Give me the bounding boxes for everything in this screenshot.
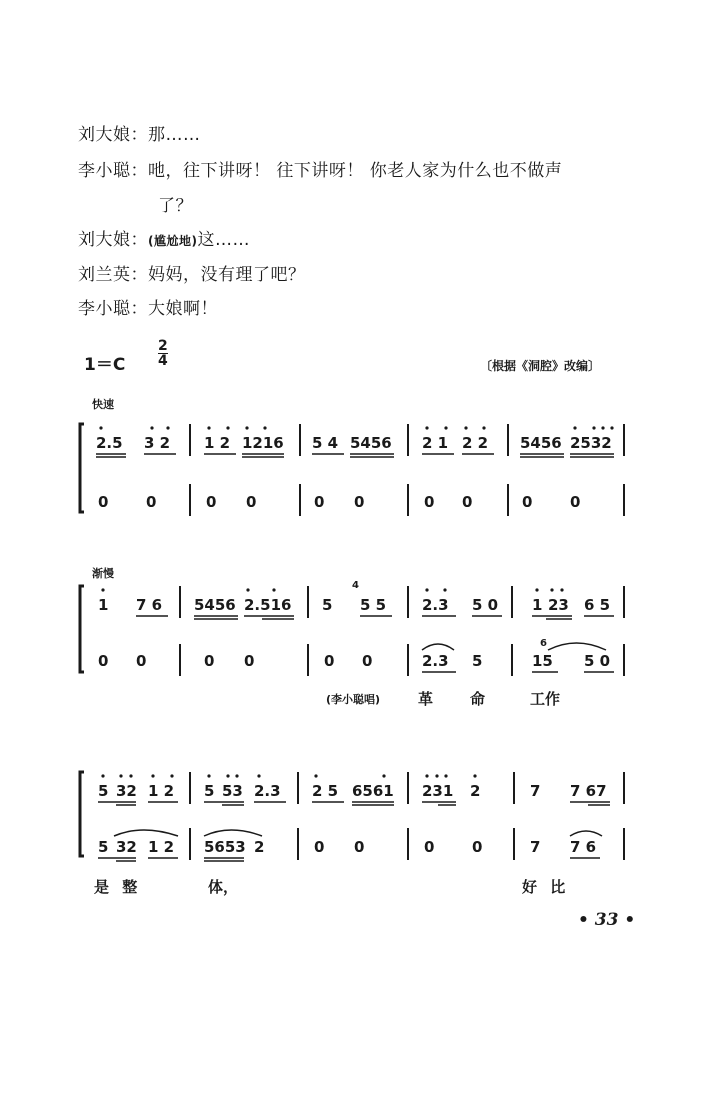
key-signature: 1＝C bbox=[84, 355, 126, 375]
note: 2 bbox=[470, 782, 481, 800]
lyric: 体， bbox=[208, 878, 239, 896]
dialogue-text: 了？ bbox=[158, 196, 193, 216]
note: 6561 bbox=[352, 782, 394, 800]
lyric: 是 整 bbox=[94, 878, 138, 896]
note: 5 bbox=[322, 596, 333, 614]
note: 2.5 bbox=[96, 434, 123, 452]
note: 0 bbox=[570, 493, 581, 511]
note: 0 bbox=[206, 493, 217, 511]
note: 0 bbox=[136, 652, 147, 670]
note: 2.3 bbox=[422, 596, 449, 614]
note: 23 bbox=[548, 596, 569, 614]
note: 5456 bbox=[350, 434, 392, 452]
note: 7 bbox=[530, 782, 541, 800]
note: 7 6 bbox=[136, 596, 163, 614]
note: 0 bbox=[314, 838, 325, 856]
note: 5456 bbox=[194, 596, 236, 614]
dialogue-text: 吔，往下讲呀！ 往下讲呀！ 你老人家为什么也不做声 bbox=[148, 161, 563, 181]
speaker-name: 刘大娘： bbox=[78, 125, 148, 145]
note: 32 bbox=[116, 838, 137, 856]
lyric: 好 比 bbox=[522, 878, 566, 896]
note: 0 bbox=[146, 493, 157, 511]
note: 2 bbox=[254, 838, 265, 856]
dialogue-text: 妈妈，没有理了吧？ bbox=[148, 265, 306, 285]
note: 6 5 bbox=[584, 596, 611, 614]
note: 5 4 bbox=[312, 434, 339, 452]
note: 231 bbox=[422, 782, 454, 800]
note: 0 bbox=[522, 493, 533, 511]
note: 0 bbox=[354, 838, 365, 856]
dialogue-text: 这…… bbox=[197, 230, 250, 250]
lyric: 工作 bbox=[530, 690, 561, 708]
note: 2.516 bbox=[244, 596, 292, 614]
note: 1 bbox=[532, 596, 543, 614]
note: 1 2 bbox=[204, 434, 231, 452]
note: 0 bbox=[424, 493, 435, 511]
note: 15 bbox=[532, 652, 553, 670]
note: 0 bbox=[324, 652, 335, 670]
note: 0 bbox=[362, 652, 373, 670]
note: 5456 bbox=[520, 434, 562, 452]
source-note: 〔根据《洞腔》改编〕 bbox=[480, 359, 601, 373]
note: 5 bbox=[98, 838, 109, 856]
speaker-name: 刘大娘： bbox=[78, 230, 148, 250]
speaker-name: 李小聪： bbox=[78, 299, 148, 319]
note: 0 bbox=[424, 838, 435, 856]
note: 0 bbox=[354, 493, 365, 511]
note: 2 5 bbox=[312, 782, 339, 800]
note: 5 bbox=[204, 782, 215, 800]
note: 0 bbox=[462, 493, 473, 511]
note: 2.3 bbox=[422, 652, 449, 670]
note: 2 2 bbox=[462, 434, 489, 452]
note: 1216 bbox=[242, 434, 284, 452]
note: 5653 bbox=[204, 838, 246, 856]
time-numerator: 2 bbox=[158, 338, 168, 354]
stage-direction: (尴尬地) bbox=[148, 234, 198, 248]
note: 1 bbox=[98, 596, 109, 614]
note: 2.3 bbox=[254, 782, 281, 800]
note: 0 bbox=[472, 838, 483, 856]
note: 0 bbox=[244, 652, 255, 670]
dialogue-text: 大娘啊！ bbox=[148, 299, 218, 319]
note: 32 bbox=[116, 782, 137, 800]
note: 7 67 bbox=[570, 782, 607, 800]
note: 0 bbox=[314, 493, 325, 511]
note: 2 1 bbox=[422, 434, 449, 452]
time-denominator: 4 bbox=[158, 353, 168, 369]
lyric-singer-note: (李小聪唱) bbox=[326, 693, 381, 706]
note: 1 2 bbox=[148, 838, 175, 856]
lyric: 命 bbox=[470, 690, 486, 708]
note: 5 0 bbox=[472, 596, 499, 614]
dialogue-text: 那…… bbox=[148, 125, 201, 145]
note: 1 2 bbox=[148, 782, 175, 800]
page-number: • 33 • bbox=[578, 910, 636, 930]
note: 5 0 bbox=[584, 652, 611, 670]
note: 7 bbox=[530, 838, 541, 856]
note: 0 bbox=[98, 493, 109, 511]
note: 5 bbox=[98, 782, 109, 800]
grace-note: 6 bbox=[540, 638, 547, 649]
speaker-name: 刘兰英： bbox=[78, 265, 148, 285]
note: 0 bbox=[246, 493, 257, 511]
note: 7 6 bbox=[570, 838, 597, 856]
tempo-marking-2: 渐慢 bbox=[92, 567, 114, 580]
note: 0 bbox=[98, 652, 109, 670]
note: 3 2 bbox=[144, 434, 171, 452]
note: 5 5 bbox=[360, 596, 387, 614]
note: 5 bbox=[472, 652, 483, 670]
speaker-name: 李小聪： bbox=[78, 161, 148, 181]
note: 0 bbox=[204, 652, 215, 670]
note: 53 bbox=[222, 782, 243, 800]
grace-note: 4 bbox=[352, 580, 359, 591]
lyric: 革 bbox=[418, 690, 434, 708]
tempo-marking-1: 快速 bbox=[92, 398, 114, 411]
note: 2532 bbox=[570, 434, 612, 452]
